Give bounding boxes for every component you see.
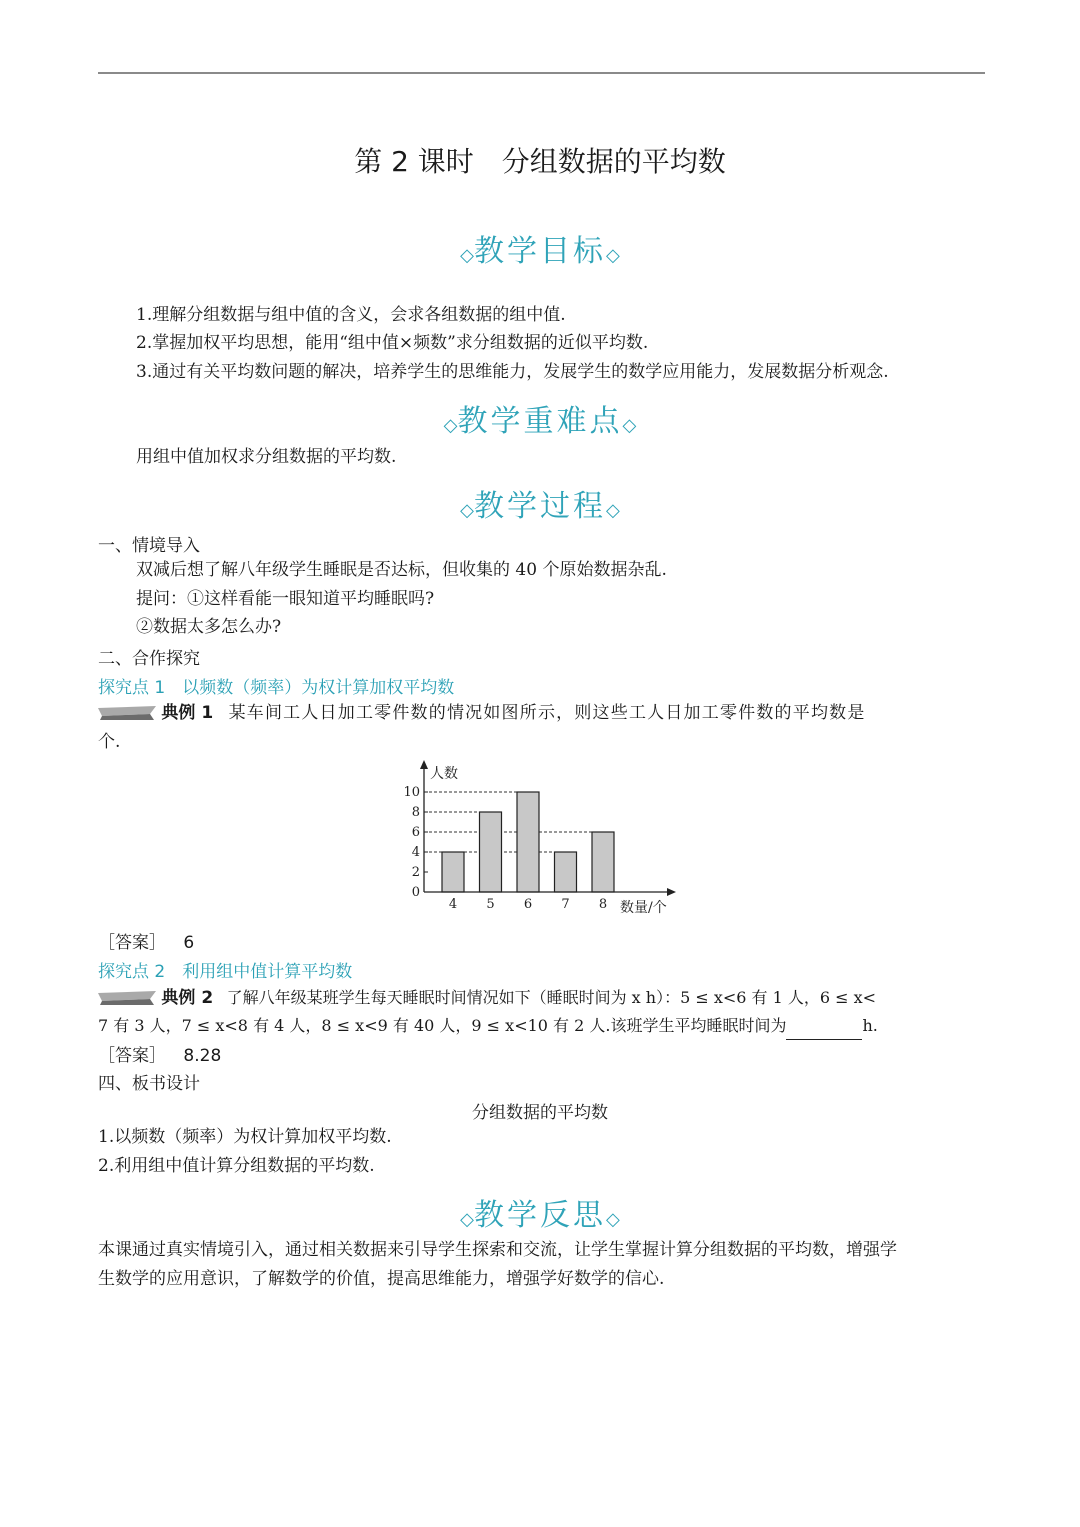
- board-line: 1.以频数（频率）为权计算加权平均数.: [98, 1127, 392, 1147]
- reflection-line: 本课通过真实情境引入，通过相关数据来引导学生探索和交流，让学生掌握计算分组数据的平均数，增强学: [98, 1240, 897, 1260]
- diamond-icon: ◇: [460, 1209, 474, 1230]
- part1-line: 提问：①这样看能一眼知道平均睡眠吗?: [136, 589, 435, 609]
- answer-2-label: ［答案］: [98, 1046, 166, 1066]
- y-tick-label: 6: [411, 825, 420, 840]
- diamond-icon: ◇: [443, 415, 458, 436]
- board-line: 2.利用组中值计算分组数据的平均数.: [98, 1156, 375, 1176]
- chart-bar: [442, 852, 464, 892]
- section-goals-heading: [0, 226, 1080, 270]
- goal-item: 1.理解分组数据与组中值的含义，会求各组数据的组中值.: [136, 305, 566, 325]
- chart-bars: [442, 792, 614, 892]
- goal-item: 2.掌握加权平均思想，能用“组中值×频数”求分组数据的近似平均数.: [136, 333, 649, 353]
- section-process-heading: [0, 481, 1080, 525]
- diamond-icon: ◇: [606, 1209, 620, 1230]
- board-title: 分组数据的平均数: [472, 1103, 608, 1123]
- example-2-text: 了解八年级某班学生每天睡眠时间情况如下（睡眠时间为 x h）：5 ≤ x<6 有 1 人，6 ≤ x<: [226, 988, 877, 1007]
- x-tick-label: 5: [486, 897, 495, 912]
- top-rule: [98, 72, 985, 74]
- example-1-text: 某车间工人日加工零件数的情况如图所示，则这些工人日加工零件数的平均数是: [228, 703, 866, 723]
- lesson-title: 第 2 课时 分组数据的平均数: [354, 145, 726, 178]
- example-2-line-1: [98, 983, 876, 1013]
- section-goals-label: 教学目标: [474, 234, 606, 269]
- answer-1-value: 6: [183, 933, 195, 953]
- diamond-icon: ◇: [460, 245, 474, 266]
- explore-point-2: 探究点 2 利用组中值计算平均数: [98, 962, 353, 982]
- section-keypoints-heading: [0, 396, 1080, 440]
- reflection-line: 生数学的应用意识，了解数学的价值，提高思维能力，增强学好数学的信心.: [98, 1269, 665, 1289]
- x-tick-label: 6: [523, 897, 533, 912]
- section-process-label: 教学过程: [474, 489, 606, 524]
- section-keypoints-label: 教学重难点: [457, 404, 623, 439]
- example-marker-icon: [98, 706, 156, 720]
- answer-2-value: 8.28: [183, 1046, 222, 1066]
- x-tick-label: 8: [598, 897, 608, 912]
- example-1-label: 典例 1: [161, 703, 214, 723]
- chart-bar: [555, 852, 577, 892]
- chart-bar: [592, 832, 614, 892]
- section-reflection-label: 教学反思: [474, 1198, 606, 1233]
- x-axis-arrow-icon: [667, 888, 676, 896]
- y-tick-label: 0: [411, 885, 420, 900]
- explore-point-1: 探究点 1 以频数（频率）为权计算加权平均数: [98, 678, 455, 698]
- part4-heading: 四、板书设计: [98, 1074, 200, 1094]
- chart-bar: [480, 812, 502, 892]
- x-tick-label: 7: [561, 897, 570, 912]
- example-marker-icon: [98, 991, 156, 1005]
- y-tick-label: 8: [411, 805, 420, 820]
- example-2-line-2: [98, 1011, 878, 1040]
- answer-blank: [786, 1021, 862, 1040]
- diamond-icon: ◇: [606, 500, 620, 521]
- part1-heading: 一、情境导入: [98, 536, 200, 556]
- diamond-icon: ◇: [606, 245, 620, 266]
- example-1-text-end: 个.: [98, 732, 121, 752]
- diamond-icon: ◇: [622, 415, 637, 436]
- answer-2: [98, 1041, 221, 1066]
- y-tick-label: 4: [411, 845, 420, 860]
- section-reflection-heading: [0, 1190, 1080, 1234]
- keypoints-text: 用组中值加权求分组数据的平均数.: [136, 447, 397, 467]
- bar-chart: [380, 758, 700, 920]
- part1-line: 双减后想了解八年级学生睡眠是否达标，但收集的 40 个原始数据杂乱.: [136, 560, 667, 580]
- y-tick-label: 10: [403, 785, 420, 800]
- goal-item: 3.通过有关平均数问题的解决，培养学生的思维能力，发展学生的数学应用能力，发展数据分析观念.: [136, 362, 889, 382]
- x-axis-title: 数量/个: [620, 900, 667, 916]
- y-axis-title: 人数: [430, 766, 458, 782]
- diamond-icon: ◇: [460, 500, 474, 521]
- x-tick-label: 4: [448, 897, 458, 912]
- part2-heading: 二、合作探究: [98, 649, 200, 669]
- example-2-text: 7 有 3 人，7 ≤ x<8 有 4 人，8 ≤ x<9 有 40 人，9 ≤ x<10 有 2 人.该班学生平均睡眠时间为: [98, 1016, 787, 1035]
- answer-1: [98, 928, 194, 953]
- answer-1-label: ［答案］: [98, 933, 166, 953]
- part1-line: ②数据太多怎么办?: [136, 617, 282, 637]
- example-1: [98, 699, 985, 728]
- y-axis-arrow-icon: [420, 760, 428, 769]
- example-2-unit: h.: [862, 1016, 878, 1035]
- chart-bar: [517, 792, 539, 892]
- example-2-label: 典例 2: [161, 988, 214, 1008]
- y-tick-label: 2: [411, 865, 420, 880]
